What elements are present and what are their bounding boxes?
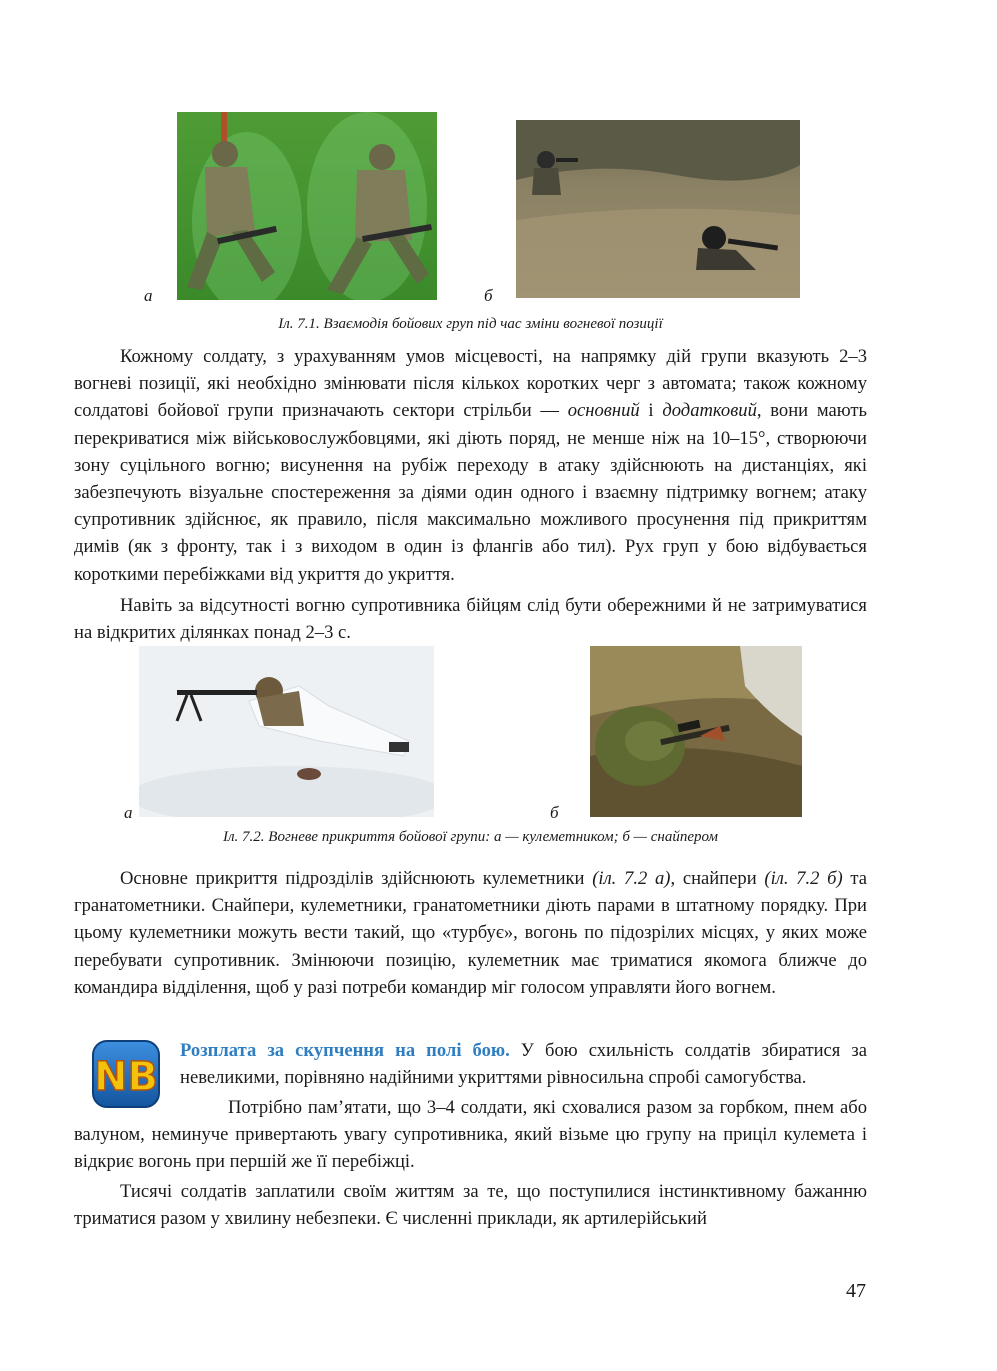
figure-7-2-caption: Іл. 7.2. Вогневе прикриття бойової групи: а — кулеметником; б — снайпером bbox=[223, 829, 718, 845]
figure-ref-7-2-b: (іл. 7.2 б) bbox=[764, 868, 843, 889]
figure-7-2-a-photo bbox=[139, 646, 434, 817]
paragraph-3 bbox=[74, 865, 867, 1001]
sector-primary: основний bbox=[567, 400, 640, 422]
paragraph-3-text: Основне прикриття підрозділів здійснюють кулеметники bbox=[120, 868, 593, 889]
paragraph-5-text: Потрібно пам’ятати, що 3–4 солдати, які сховалися разом за горбком, пнем або валуном, неминуче привертають увагу супротивника, який візьме цю групу на приціл кулемета і відкриє вогонь при першій же її перебіжці. bbox=[74, 1097, 867, 1173]
figure-7-1-b-photo bbox=[516, 120, 800, 298]
paragraph-1-text-end: , вони мають перекриватися між військовослужбовцями, які діють поряд, не менше ніж на 10–15°, створюючи зону суцільного вогню; висунення на рубіж переходу в атаку здійснюють на дистанціях, які забезпечують візуальне спостереження за діями один одного і взаємну підтримку вогнем; атаку супротивник здійснює, як правило, після максимально можливого просунення під прикриттям димів (як з фронту, так і з виходом в один із флангів або тил). Рух груп у бою відбувається короткими перебіжками від укриття до укриття. bbox=[74, 400, 867, 585]
nb-text: У бою схильність солдатів збиратися за невеликими, порівняно надійними укриттями рівносильна спробі самогубства. bbox=[180, 1040, 867, 1089]
figure-7-1-caption: Іл. 7.1. Взаємодія бойових груп під час зміни вогневої позиції bbox=[278, 316, 663, 332]
figure-7-1-label-a: а bbox=[144, 286, 153, 305]
figure-ref-7-2-a: (іл. 7.2 а) bbox=[592, 868, 671, 889]
figure-7-2-b-photo bbox=[590, 646, 802, 817]
figure-7-1-a-photo bbox=[177, 112, 437, 300]
figure-7-1-label-b: б bbox=[484, 286, 493, 305]
paragraph-3-joiner: , снайпери bbox=[670, 868, 765, 889]
nb-title: Розплата за скупчення на полі бою. bbox=[180, 1040, 510, 1061]
paragraph-5 bbox=[74, 1094, 867, 1176]
paragraph-2: Навіть за відсутності вогню супротивника бійцям слід бути обережними й не затримуватися на відкритих ділянках понад 2–3 с. bbox=[74, 595, 867, 644]
paragraph-1 bbox=[74, 343, 867, 588]
paragraph-4 bbox=[180, 1037, 867, 1091]
paragraph-1-joiner: і bbox=[639, 400, 663, 422]
figure-7-2-label-a: а bbox=[124, 803, 133, 822]
page-number: 47 bbox=[846, 1280, 866, 1302]
paragraph-1-text: Кожному солдату, з урахуванням умов місцевості, на напрямку дій групи вказують 2–3 вогневі позиції, які необхідно змінювати після кількох коротких черг з автомата; також кожному солдатові бойової групи призначають сектори стрільби — bbox=[74, 346, 867, 422]
paragraph-6: Тисячі солдатів заплатили своїм життям за те, що поступилися інстинктивному бажанню триматися разом у хвилину небезпеки. Є численні приклади, як артилерійський bbox=[74, 1181, 867, 1230]
svg-text:NB: NB bbox=[94, 1054, 158, 1100]
figure-7-2-label-b: б bbox=[550, 803, 559, 822]
sector-additional: додатковий bbox=[662, 400, 757, 422]
paragraph-3-text-end: та гранатометники. Снайпери, кулеметники, гранатометники діють парами в штатному порядку. При цьому кулеметники можуть вести такий, що «турбує», вогонь по підозрілих місцях, у яких може перебувати супротивник. Змінюючи позицію, кулеметник має триматися якомога ближче до командира відділення, щоб у разі потреби командир міг голосом управляти його вогнем. bbox=[74, 868, 867, 998]
